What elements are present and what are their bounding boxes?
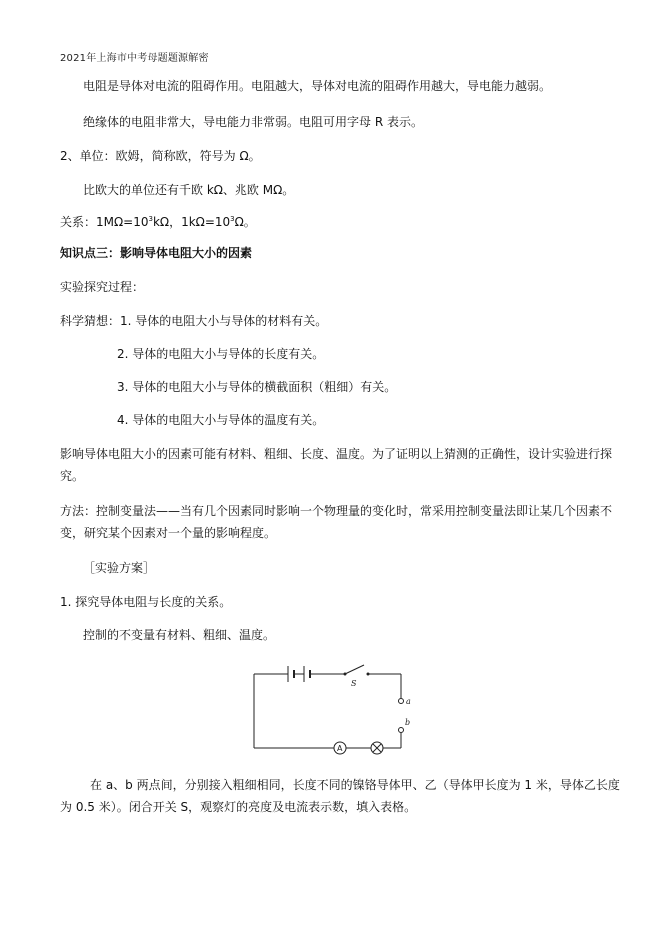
relation-exponent-2: 3 <box>230 215 235 223</box>
paragraph-control-variables: 控制的不变量有材料、粗细、温度。 <box>83 628 276 642</box>
terminal-a-label: a <box>406 697 411 706</box>
paragraph-factors-line-1: 影响导体电阻大小的因素可能有材料、粗细、长度、温度。为了证明以上猜测的正确性，设计实验进行探 <box>60 447 613 461</box>
terminal-b-label: b <box>405 718 411 727</box>
section-heading: 知识点三：影响导体电阻大小的因素 <box>60 246 253 260</box>
hypothesis-4: 4. 导体的电阻大小与导体的温度有关。 <box>117 413 325 427</box>
paragraph-factors-line-2: 究。 <box>60 469 85 483</box>
hypothesis-2: 2. 导体的电阻大小与导体的长度有关。 <box>117 347 325 361</box>
paragraph-method-line-2: 变，研究某个因素对一个量的影响程度。 <box>60 526 277 540</box>
relation-exponent-1: 3 <box>148 215 153 223</box>
relation-text-2: kΩ，1kΩ=10 <box>152 215 231 229</box>
paragraph-experiment-process: 实验探究过程： <box>60 280 145 294</box>
paragraph-resistance-definition: 电阻是导体对电流的阻碍作用。电阻越大，导体对电流的阻碍作用越大，导电能力越弱。 <box>83 79 552 93</box>
switch-lever <box>345 665 364 674</box>
experiment-plan-label: ［实验方案］ <box>83 561 156 575</box>
paragraph-unit-relation <box>60 215 256 229</box>
paragraph-method-line-1: 方法：控制变量法——当有几个因素同时影响一个物理量的变化时，常采用控制变量法即让某几个因素不 <box>60 504 613 518</box>
hypothesis-1: 科学猜想：1. 导体的电阻大小与导体的材料有关。 <box>60 314 328 328</box>
circuit-diagram <box>244 660 414 760</box>
hypothesis-3: 3. 导体的电阻大小与导体的横截面积（粗细）有关。 <box>117 380 397 394</box>
switch-label: S <box>351 679 357 688</box>
paragraph-insulator: 绝缘体的电阻非常大，导电能力非常弱。电阻可用字母 R 表示。 <box>83 115 423 129</box>
relation-text-1: 关系：1MΩ=10 <box>60 215 149 229</box>
ammeter-label: A <box>337 744 343 753</box>
paragraph-larger-units: 比欧大的单位还有千欧 kΩ、兆欧 MΩ。 <box>83 183 295 197</box>
terminal-b-icon <box>399 728 404 733</box>
terminal-a-icon <box>399 699 404 704</box>
paragraph-length-relation: 1. 探究导体电阻与长度的关系。 <box>60 595 232 609</box>
paragraph-procedure-line-1: 在 a、b 两点间，分别接入粗细相同，长度不同的镍铬导体甲、乙（导体甲长度为 1 米，导体乙长度 <box>90 778 620 792</box>
relation-text-3: Ω。 <box>234 215 256 229</box>
paragraph-procedure-line-2: 为 0.5 米）。闭合开关 S，观察灯的亮度及电流表示数，填入表格。 <box>60 800 417 814</box>
paragraph-unit: 2、单位：欧姆，简称欧，符号为 Ω。 <box>60 149 261 163</box>
page-header: 2021年上海市中考母题题源解密 <box>60 53 209 64</box>
